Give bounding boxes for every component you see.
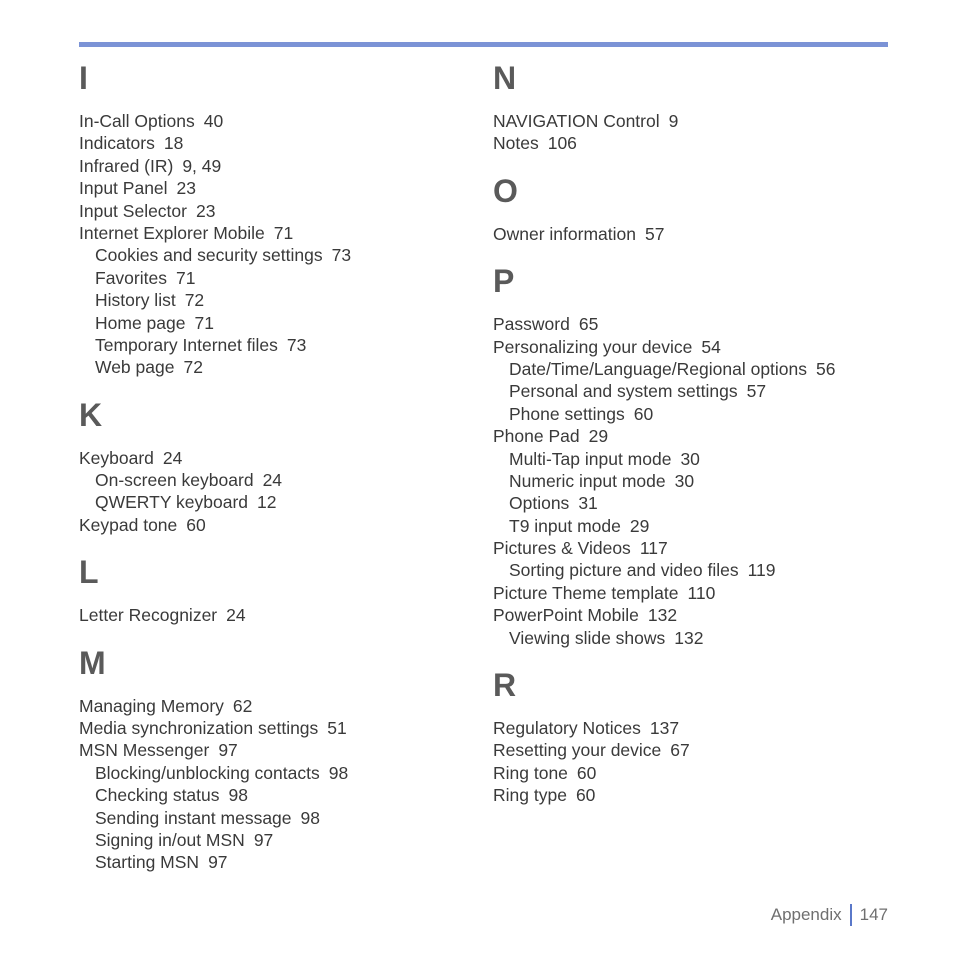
footer-page-number: 147 [859,905,888,924]
index-subentry [79,762,479,784]
entry-page: 60 [575,785,596,806]
section-letter-l: L [79,554,99,591]
index-subentry [79,312,479,334]
entry-text: Input Selector [79,200,187,221]
entry-text: Personalizing your device [493,336,693,357]
index-column-left [79,58,479,890]
entry-text: Phone Pad [493,426,580,447]
index-entry [493,717,893,739]
index-subentry [493,403,893,425]
index-entry [493,313,893,335]
entry-text: PowerPoint Mobile [493,605,639,626]
index-subentry [493,559,893,581]
entry-page: 98 [228,785,248,806]
index-entry [493,537,893,559]
entry-text: NAVIGATION Control [493,111,660,131]
entry-page: 106 [547,133,577,154]
entry-page: 56 [816,358,836,379]
entry-text: Sending instant message [95,807,292,828]
entry-text: Notes [493,133,539,154]
index-entry [493,739,893,761]
entry-text: Phone settings [509,403,625,424]
index-entry [493,425,893,447]
entry-page: 18 [163,133,184,154]
index-entry [493,110,893,132]
entry-text: Home page [95,312,186,333]
entry-page: 60 [633,403,654,424]
section-entries [79,447,479,537]
entry-text: Keyboard [79,447,154,468]
entry-text: Indicators [79,133,155,154]
section-entries [79,695,479,874]
entry-page: 71 [175,267,196,288]
entry-text: Owner information [493,223,636,244]
section-letter-m: M [79,644,106,681]
index-subentry [79,851,479,873]
entry-page: 23 [195,200,216,221]
index-subentry [493,470,893,492]
index-subentry [493,492,893,514]
entry-text: Signing in/out MSN [95,829,245,850]
entry-page: 71 [273,222,294,243]
entry-text: Date/Time/Language/Regional options [509,358,808,379]
entry-page: 31 [578,493,598,514]
entry-page: 65 [578,314,599,335]
entry-text: Numeric input mode [509,470,666,491]
index-entry [79,200,479,222]
index-entry [79,695,479,717]
entry-page: 29 [629,515,650,536]
entry-page: 72 [183,357,203,378]
index-subentry [79,334,479,356]
entry-page: 60 [186,514,206,535]
entry-page: 137 [649,718,680,739]
entry-text: Blocking/unblocking contacts [95,762,320,783]
entry-page: 110 [687,582,716,603]
index-subentry [79,784,479,806]
index-subentry [79,829,479,851]
index-subentry [79,267,479,289]
entry-text: Regulatory Notices [493,718,641,739]
index-entry [493,762,893,784]
entry-page: 9, 49 [182,155,222,176]
entry-text: History list [95,290,176,311]
entry-page: 98 [300,807,320,828]
index-entry [79,155,479,177]
top-rule [79,42,888,47]
index-entry [79,177,479,199]
section-letter-k: K [79,396,103,433]
entry-page: 40 [203,111,224,131]
index-entry [79,604,479,626]
section-letter-r: R [493,667,517,704]
index-entry [79,447,479,469]
footer-section: Appendix [770,905,842,924]
index-entry [79,222,479,244]
section-letter-p: P [493,263,515,300]
entry-text: T9 input mode [509,515,621,536]
index-subentry [79,244,479,266]
index-subentry [493,380,893,402]
entry-text: Picture Theme template [493,582,679,603]
entry-page: 12 [257,492,277,513]
entry-text: Options [509,493,570,514]
index-subentry [493,448,893,470]
section-entries [79,604,479,626]
section-entries [493,717,893,807]
footer-divider [850,904,852,926]
index-entry [493,223,893,245]
entry-page: 23 [176,178,197,199]
index-subentry [79,491,479,513]
entry-text: Password [493,314,570,335]
entry-text: Viewing slide shows [509,627,666,648]
entry-page: 117 [639,538,668,559]
index-subentry [79,469,479,491]
entry-page: 24 [262,470,283,491]
section-entries [493,110,893,155]
entry-text: In-Call Options [79,111,195,131]
entry-page: 119 [747,560,776,581]
entry-page: 132 [674,627,704,648]
entry-page: 30 [680,448,700,469]
entry-text: Sorting picture and video files [509,560,739,581]
index-entry [493,604,893,626]
entry-text: Temporary Internet files [95,334,278,355]
index-entry [79,717,479,739]
entry-page: 71 [194,312,214,333]
entry-page: 97 [253,829,274,850]
entry-page: 97 [218,740,238,761]
index-subentry [493,358,893,380]
index-subentry [79,289,479,311]
entry-page: 98 [328,762,349,783]
entry-page: 97 [208,852,228,873]
index-entry [79,514,479,536]
entry-page: 60 [576,762,597,783]
entry-page: 57 [644,223,665,244]
entry-text: MSN Messenger [79,740,210,761]
index-entry [493,784,893,806]
entry-page: 62 [232,695,253,716]
entry-text: Personal and system settings [509,381,738,402]
index-subentry [79,807,479,829]
index-subentry [79,356,479,378]
entry-text: Infrared (IR) [79,155,174,176]
entry-page: 29 [588,426,609,447]
index-subentry [493,515,893,537]
entry-page: 30 [674,470,695,491]
index-subentry [493,627,893,649]
section-letter-o: O [493,172,518,209]
entry-text: QWERTY keyboard [95,492,249,513]
index-column-right [493,58,893,823]
entry-text: Pictures & Videos [493,538,631,559]
section-letter-i: I [79,60,88,96]
page-footer [771,903,888,927]
entry-page: 73 [286,334,307,355]
index-entry [493,132,893,154]
entry-text: Input Panel [79,178,168,199]
entry-text: Letter Recognizer [79,605,218,626]
entry-page: 51 [327,718,347,739]
entry-page: 67 [670,740,690,761]
entry-page: 57 [746,381,767,402]
entry-text: Keypad tone [79,514,178,535]
index-entry [493,582,893,604]
entry-text: Favorites [95,267,167,288]
entry-text: Managing Memory [79,695,224,716]
entry-page: 24 [226,605,246,626]
index-entry [79,739,479,761]
entry-text: Cookies and security settings [95,245,323,266]
index-entry [493,336,893,358]
entry-text: Resetting your device [493,740,662,761]
entry-text: Checking status [95,785,220,806]
entry-text: Media synchronization settings [79,718,319,739]
entry-page: 132 [647,605,678,626]
entry-text: Multi-Tap input mode [509,448,672,469]
entry-text: Web page [95,357,175,378]
entry-page: 54 [701,336,721,357]
entry-page: 72 [184,290,205,311]
section-entries [493,223,893,245]
entry-page: 9 [668,111,679,131]
index-entry [79,110,479,132]
entry-text: On-screen keyboard [95,470,254,491]
section-entries [493,313,893,649]
section-letter-n: N [493,60,517,96]
entry-text: Ring type [493,785,567,806]
index-entry [79,132,479,154]
entry-text: Internet Explorer Mobile [79,222,265,243]
entry-text: Starting MSN [95,852,200,873]
entry-page: 73 [331,245,352,266]
entry-text: Ring tone [493,762,568,783]
section-entries [79,110,479,379]
entry-page: 24 [162,447,183,468]
